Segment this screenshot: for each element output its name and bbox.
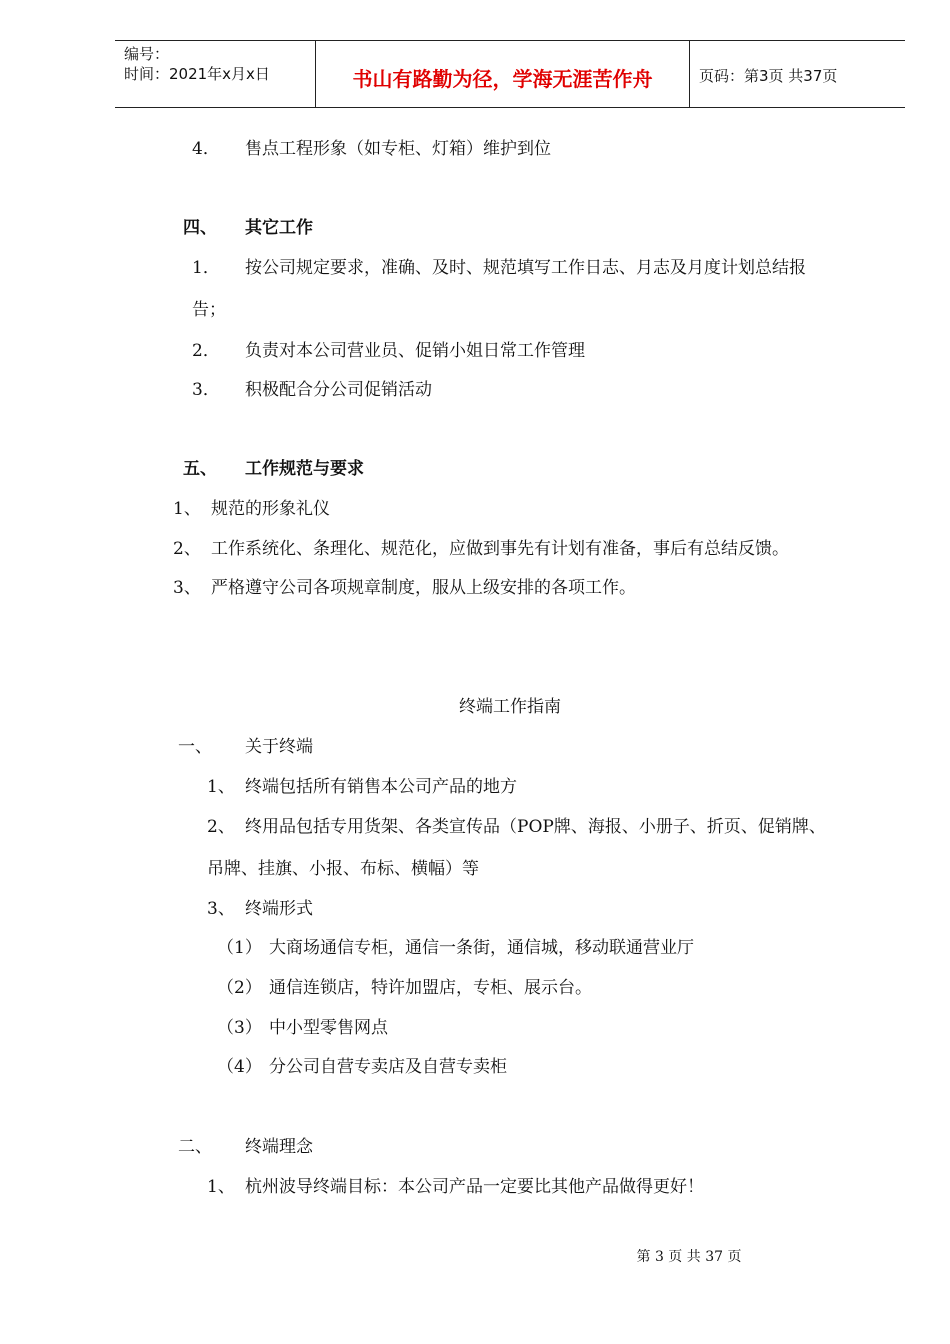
time-label: 时间：2021年x月x日 — [124, 65, 270, 83]
section-title: 其它工作 — [245, 218, 313, 238]
item-text: 工作系统化、条理化、规范化，应做到事先有计划有准备，事后有总结反馈。 — [211, 539, 789, 559]
list-item — [207, 776, 517, 798]
item-number: 3、 — [207, 899, 235, 919]
item-continuation: 告； — [192, 300, 226, 320]
guide-title: 终端工作指南 — [459, 697, 561, 717]
sub-item-number: （3） — [217, 1018, 262, 1038]
list-item — [192, 257, 806, 279]
item-text: 终端形式 — [245, 899, 313, 919]
section-heading — [178, 1136, 313, 1158]
item-number: 2、 — [173, 539, 201, 559]
section-number: 四、 — [183, 218, 217, 238]
item-text: 杭州波导终端目标：本公司产品一定要比其他产品做得更好！ — [245, 1177, 704, 1197]
sub-item-number: （1） — [217, 938, 262, 958]
section-title: 关于终端 — [245, 737, 313, 757]
section-number: 一、 — [178, 737, 212, 757]
list-item — [207, 898, 313, 920]
list-item — [207, 816, 826, 838]
sub-item-number: （4） — [217, 1057, 262, 1077]
section-heading — [178, 736, 313, 758]
serial-label: 编号： — [124, 45, 170, 63]
section-number: 五、 — [183, 459, 217, 479]
item-number: 4． — [192, 139, 220, 159]
sub-item-text: 中小型零售网点 — [269, 1018, 388, 1038]
sub-item — [217, 1017, 388, 1039]
item-text: 积极配合分公司促销活动 — [245, 380, 432, 400]
header-meta-cell — [115, 41, 316, 107]
item-text: 负责对本公司营业员、促销小姐日常工作管理 — [245, 341, 585, 361]
header-motto-cell — [316, 41, 690, 107]
header-page-number: 页码：第3页 共37页 — [699, 67, 838, 85]
list-item — [192, 138, 551, 160]
section-number: 二、 — [178, 1137, 212, 1157]
item-text: 售点工程形象（如专柜、灯箱）维护到位 — [245, 139, 551, 159]
section-heading — [183, 458, 364, 480]
item-text: 规范的形象礼仪 — [211, 499, 330, 519]
list-item — [192, 379, 432, 401]
item-number: 1、 — [173, 499, 201, 519]
list-item — [173, 498, 330, 520]
header-page-cell — [690, 41, 905, 107]
list-item — [192, 340, 585, 362]
item-number: 2． — [192, 341, 220, 361]
item-number: 2、 — [207, 817, 235, 837]
section-heading — [183, 217, 313, 239]
section-title: 终端理念 — [245, 1137, 313, 1157]
section-title: 工作规范与要求 — [245, 459, 364, 479]
header-motto: 书山有路勤为径，学海无涯苦作舟 — [352, 67, 653, 91]
page-footer: 第 3 页 共 37 页 — [636, 1249, 742, 1265]
item-number: 3． — [192, 380, 220, 400]
item-text: 终端包括所有销售本公司产品的地方 — [245, 777, 517, 797]
sub-item — [217, 1056, 507, 1078]
sub-item-text: 大商场通信专柜，通信一条街，通信城，移动联通营业厅 — [269, 938, 694, 958]
list-item — [173, 538, 789, 560]
item-text: 终用品包括专用货架、各类宣传品（POP牌、海报、小册子、折页、促销牌、 — [245, 817, 826, 837]
sub-item — [217, 977, 592, 999]
list-item — [207, 1176, 704, 1198]
item-text: 按公司规定要求，准确、及时、规范填写工作日志、月志及月度计划总结报 — [245, 258, 806, 278]
list-item — [173, 577, 636, 599]
sub-item-number: （2） — [217, 978, 262, 998]
item-number: 3、 — [173, 578, 201, 598]
item-number: 1． — [192, 258, 220, 278]
sub-item-text: 通信连锁店，特许加盟店，专柜、展示台。 — [269, 978, 592, 998]
item-text: 严格遵守公司各项规章制度，服从上级安排的各项工作。 — [211, 578, 636, 598]
sub-item — [217, 937, 694, 959]
sub-item-text: 分公司自营专卖店及自营专卖柜 — [269, 1057, 507, 1077]
item-number: 1、 — [207, 777, 235, 797]
item-continuation: 吊牌、挂旗、小报、布标、横幅）等 — [207, 859, 479, 879]
page-header — [115, 40, 905, 108]
item-number: 1、 — [207, 1177, 235, 1197]
